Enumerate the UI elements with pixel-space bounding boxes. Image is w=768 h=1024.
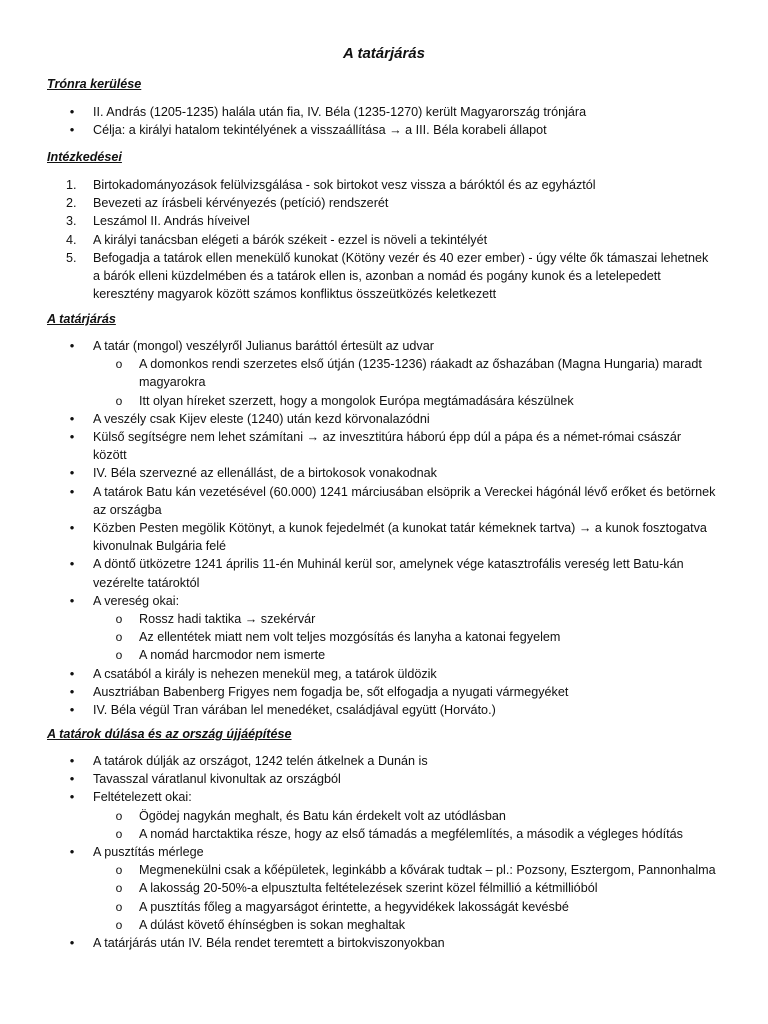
list-item: 2. Bevezeti az írásbeli kérvényezés (petíció) rendszerét — [66, 196, 389, 211]
bullet-marker: • — [69, 483, 75, 499]
list-item-text: A veszély csak Kijev eleste (1240) után kezd körvonalazódni — [93, 411, 430, 426]
list-item-text: Közben Pesten megölik Kötönyt, a kunok fejedelmét (a kunokat tatár kémeknek tartva) → a kunok fosztogatva kivonulnak Bulgária felé — [93, 521, 707, 554]
list-item-text: Megmenekülni csak a kőépületek, leginkább a kővárak tudtak – pl.: Pozsony, Esztergom, Pannonhalma — [139, 863, 716, 878]
bullet-marker: • — [69, 338, 75, 353]
list-item: 1. Birtokadományozások felülvizsgálása - sok birtokot vesz vissza a báróktól és az egyháztól — [66, 178, 596, 192]
list-item-text: A vereség okai: — [93, 593, 180, 608]
bullet-marker: o — [115, 826, 123, 841]
bullet-marker: o — [115, 899, 123, 914]
bullet-list-tatarok-dulasa — [0, 752, 768, 952]
list-item — [0, 410, 768, 428]
list-item-text: Rossz hadi taktika → szekérvár — [139, 612, 316, 627]
list-item-text: Ögödej nagykán meghalt, és Batu kán érdekelt volt az utódlásban — [139, 808, 506, 823]
list-item-text: A tatár (mongol) veszélyről Julianus baráttól értesült az udvar — [93, 339, 434, 353]
list-item-text: Ausztriában Babenberg Frigyes nem fogadja be, sőt elfogadja a nyugati vármegyéket — [93, 684, 569, 699]
list-item — [0, 770, 768, 788]
list-item — [0, 934, 768, 952]
list-item-text: A pusztítás főleg a magyarságot érintette, a hegyvidékek lakosságát kevésbé — [139, 899, 569, 914]
bullet-marker: • — [69, 702, 75, 718]
section-heading-a-tatarjaras: A tatárjárás — [47, 312, 116, 326]
bullet-marker: o — [115, 393, 123, 408]
sub-list-item — [0, 898, 768, 916]
list-item — [0, 555, 768, 591]
list-item-text: A tatárok Batu kán vezetésével (60.000) 1241 márciusában elsöprik a Vereckei hágónál lévő erőket és betörnek az országba — [93, 484, 716, 517]
list-item — [0, 519, 768, 555]
bullet-marker: • — [69, 771, 75, 787]
list-item — [0, 483, 768, 519]
bullet-marker: o — [115, 648, 123, 663]
section-heading-intezkedesei: Intézkedései — [47, 150, 122, 164]
sub-list-item — [0, 355, 768, 391]
sub-list-item — [0, 610, 768, 628]
numbered-list-intezkedesei — [0, 176, 768, 303]
bullet-marker: o — [115, 630, 123, 645]
bullet-marker: • — [69, 665, 75, 681]
list-item — [0, 683, 768, 701]
list-item: 5. Befogadja a tatárok ellen menekülő kunokat (Kötöny vezér és 40 ezer ember) - úgy vélte ők támaszai lehetnek a bárók elleni küzdelmében és a tatárok ellen is, azonban a nomád és pogány kunok és a letelepedett keresztény magyarok között számos konfliktus összeütközés keletkezett — [66, 250, 709, 302]
bullet-marker: • — [69, 104, 75, 119]
bullet-list-a-tatarjaras — [0, 337, 768, 719]
list-item-text: A domonkos rendi szerzetes első útján (1235-1236) ráakadt az őshazában (Magna Hungaria) maradt magyarokra — [139, 357, 702, 390]
sub-list-item — [0, 861, 768, 879]
bullet-marker: • — [69, 410, 75, 426]
list-item — [0, 428, 768, 464]
list-item: 4. A királyi tanácsban elégeti a bárók székeit - ezzel is növeli a tekintélyét — [66, 232, 488, 247]
bullet-marker: • — [69, 753, 75, 768]
list-item-text: A nomád harctaktika része, hogy az első támadás a megfélemlítés, a második a végleges hódítás — [139, 826, 683, 841]
section-heading-tatarok-dulasa: A tatárok dúlása és az ország újjáépítése — [47, 727, 292, 741]
bullet-marker: o — [115, 612, 123, 627]
list-item-text: A dúlást követő éhínségben is sokan meghaltak — [139, 917, 406, 932]
list-item — [0, 701, 768, 719]
list-item: • II. András (1205-1235) halála után fia, IV. Béla (1235-1270) került Magyarország trónjára — [0, 103, 768, 121]
bullet-marker: • — [69, 556, 75, 572]
bullet-marker: • — [69, 683, 75, 699]
list-item-text: Külső segítségre nem lehet számítani → az invesztitúra háború épp dúl a pápa és a német-római császár között — [93, 430, 682, 463]
bullet-marker: o — [115, 863, 123, 878]
list-item-text: A döntő ütközetre 1241 április 11-én Muhinál kerül sor, amelynek vége katasztrofális vereség lett Batu-kán vezérelte tatároktól — [93, 557, 684, 590]
list-item — [0, 337, 768, 355]
sub-list-item — [0, 879, 768, 897]
bullet-marker: o — [115, 357, 123, 372]
list-item-text: A tatárok dúlják az országot, 1242 telén átkelnek a Dunán is — [93, 754, 428, 768]
bullet-list-tronra-kerulese — [0, 103, 768, 139]
list-item-text: Az ellentétek miatt nem volt teljes mozgósítás és lanyha a katonai fegyelem — [139, 630, 561, 645]
list-item: 3. Leszámol II. András híveivel — [66, 214, 250, 229]
list-item — [0, 665, 768, 683]
sub-list-item — [0, 628, 768, 646]
sub-list-item — [0, 392, 768, 410]
list-item — [0, 592, 768, 610]
list-item-text: A tatárjárás után IV. Béla rendet teremtett a birtokviszonyokban — [93, 936, 445, 951]
list-item-text: Itt olyan híreket szerzett, hogy a mongolok Európa megtámadására készülnek — [139, 393, 574, 408]
list-item-text: Tavasszal váratlanul kivonultak az országból — [93, 772, 341, 787]
bullet-marker: • — [69, 520, 75, 536]
list-item-text: A lakosság 20-50%-a elpusztulta feltételezések szerint közel félmillió a kétmillióból — [139, 881, 598, 896]
list-item-text: Feltételezett okai: — [93, 790, 192, 805]
list-item-text: A csatából a király is nehezen menekül meg, a tatárok üldözik — [93, 666, 437, 681]
bullet-marker: • — [69, 844, 75, 860]
bullet-marker: • — [69, 789, 75, 805]
bullet-marker: • — [69, 465, 75, 481]
sub-list-item — [0, 916, 768, 934]
bullet-marker: • — [69, 122, 75, 138]
section-heading-tronra-kerulese: Trónra kerülése — [47, 77, 142, 91]
bullet-marker: • — [69, 592, 75, 608]
list-item — [0, 843, 768, 861]
list-item-text: IV. Béla szervezné az ellenállást, de a birtokosok vonakodnak — [93, 466, 437, 481]
list-item-text: A nomád harcmodor nem ismerte — [139, 648, 326, 663]
bullet-marker: o — [115, 917, 123, 932]
sub-list-item — [0, 807, 768, 825]
list-item — [0, 464, 768, 482]
bullet-marker: • — [69, 935, 75, 951]
bullet-marker: • — [69, 429, 75, 445]
bullet-marker: o — [115, 808, 123, 823]
page-title: A tatárjárás — [343, 45, 425, 62]
sub-list-item — [0, 646, 768, 664]
list-item-text: IV. Béla végül Tran várában lel menedéket, családjával együtt (Horváto.) — [93, 703, 496, 718]
bullet-marker: o — [115, 881, 123, 896]
list-item-text: A pusztítás mérlege — [93, 845, 204, 860]
list-item: • Célja: a királyi hatalom tekintélyének a visszaállítása → a III. Béla korabeli állapot — [0, 121, 768, 139]
list-item — [0, 788, 768, 806]
list-item — [0, 752, 768, 770]
sub-list-item — [0, 825, 768, 843]
